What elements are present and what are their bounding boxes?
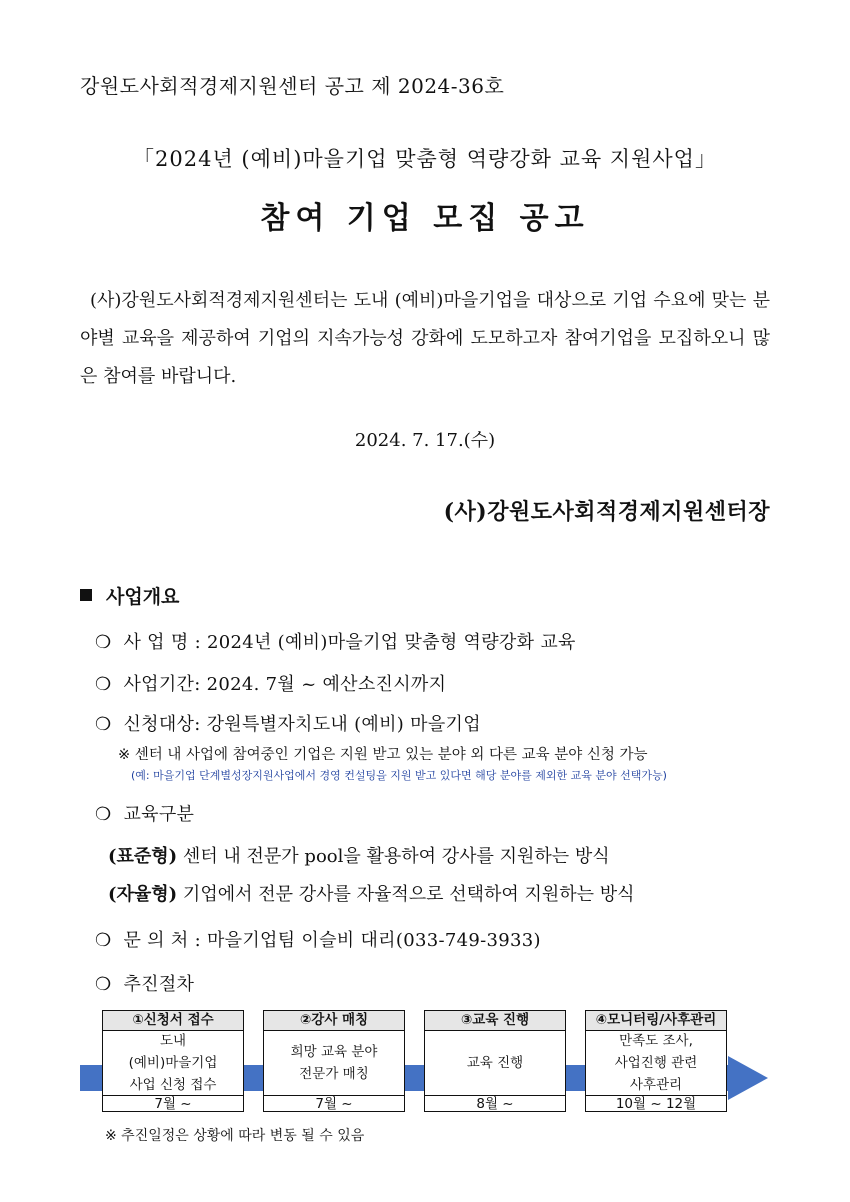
process-step-application [102,1010,244,1112]
square-bullet-icon [80,589,92,601]
title-subheading: 「2024년 (예비)마을기업 맞춤형 역량강화 교육 지원사업」 [133,147,717,171]
item-contact-text: 문 의 처 : 마을기업팀 이슬비 대리(033-749-3933) [123,930,541,951]
step-body: 도내 (예비)마을기업 사업 신청 접수 [128,1033,218,1093]
circle-bullet-icon: ❍ [95,674,112,695]
education-type-label: (표준형) [108,846,178,867]
circle-bullet-icon: ❍ [95,930,112,951]
item-target-text: 신청대상: 강원특별자치도내 (예비) 마을기업 [123,714,481,735]
step-title: ③교육 진행 [425,1011,565,1031]
signer: (사)강원도사회적경제지원센터장 [443,499,770,525]
step-period: 7월 ~ [103,1095,243,1112]
process-step-matching [263,1010,405,1112]
intro-paragraph [80,282,770,396]
intro-text: (사)강원도사회적경제지원센터는 도내 (예비)마을기업을 대상으로 기업 수요에 맞는 분야별 교육을 제공하여 기업의 지속가능성 강화에 도모하고자 참여기업을 모집하오니 많은 참여를 바랍니다. [80,290,770,387]
education-type-desc: 기업에서 전문 강사를 자율적으로 선택하여 지원하는 방식 [177,884,635,905]
education-type-desc: 센터 내 전문가 pool을 활용하여 강사를 지원하는 방식 [177,846,610,867]
section-title: 사업개요 [106,586,180,608]
step-period: 7월 ~ [264,1095,404,1112]
item-target [95,710,481,736]
item-education-type-text: 교육구분 [123,804,195,825]
education-type-standard [108,842,610,868]
item-process-text: 추진절차 [123,974,195,995]
item-name-text: 사 업 명 : 2024년 (예비)마을기업 맞춤형 역량강화 교육 [123,632,576,653]
item-contact [95,926,541,952]
step-body: 교육 진행 [466,1055,524,1071]
eligibility-example: (예: 마을기업 단계별성장지원사업에서 경영 컨설팅을 지원 받고 있다면 해당 분야를 제외한 교육 분야 선택가능) [131,769,667,782]
item-name [95,628,576,654]
page-title: 참여 기업 모집 공고 [260,201,590,236]
circle-bullet-icon: ❍ [95,804,112,825]
arrow-right-icon [728,1056,768,1100]
item-period-text: 사업기간: 2024. 7월 ~ 예산소진시까지 [123,674,447,695]
step-body: 만족도 조사, 사업진행 관련 사후관리 [614,1033,698,1093]
notice-number: 강원도사회적경제지원센터 공고 제 2024-36호 [80,74,505,98]
circle-bullet-icon: ❍ [95,714,112,735]
step-period: 10월 ~ 12월 [586,1095,726,1112]
circle-bullet-icon: ❍ [95,974,112,995]
item-period [95,670,446,696]
schedule-footnote: ※ 추진일정은 상황에 따라 변동 될 수 있음 [105,1128,365,1144]
step-title: ②강사 매칭 [264,1011,404,1031]
step-title: ①신청서 접수 [103,1011,243,1031]
process-step-education [424,1010,566,1112]
circle-bullet-icon: ❍ [95,632,112,653]
process-step-monitoring [585,1010,727,1112]
notice-date: 2024. 7. 17.(수) [354,430,496,451]
item-process [95,970,194,996]
step-period: 8월 ~ [425,1095,565,1112]
item-education-type [95,800,194,826]
section-heading [80,582,179,609]
education-type-autonomous [108,880,635,906]
process-flow [80,1010,770,1112]
education-type-label: (자율형) [108,884,178,905]
eligibility-note: ※ 센터 내 사업에 참여중인 기업은 지원 받고 있는 분야 외 다른 교육 분야 신청 가능 [118,747,648,763]
step-title: ④모니터링/사후관리 [586,1011,726,1031]
step-body: 희망 교육 분야 전문가 매칭 [290,1044,378,1082]
